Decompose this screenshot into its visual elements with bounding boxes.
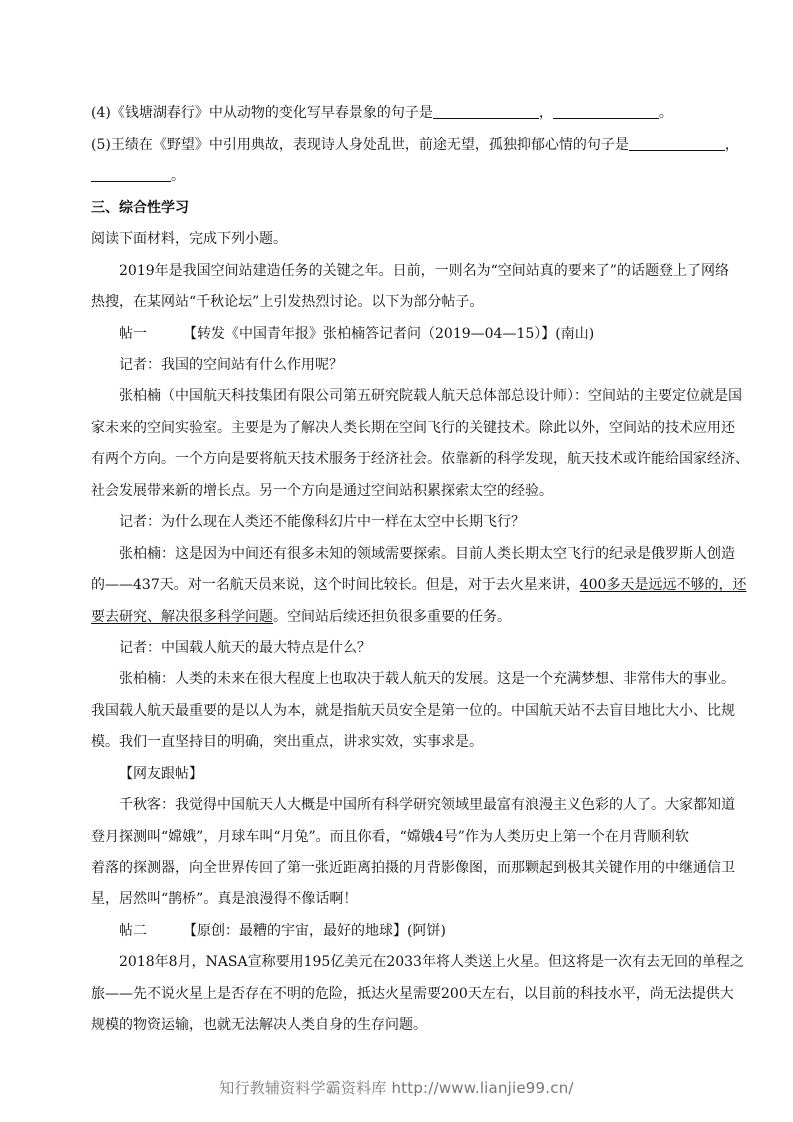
answer-2-line-2 (91, 575, 747, 595)
answer-1-line-4: 社会发展带来新的增长点。另一个方向是通过空间站积累探索太空的经验。 (91, 483, 553, 499)
answer-1-line-2: 家未来的空间实验室。主要是为了解决人类长期在空间飞行的关键技术。除此以外，空间站的技术应用还 (91, 420, 735, 436)
followup-line-2: 登月探测叫“嫦娥”，月球车叫“月兔”。而且你看，“嫦娥4号”作为人类历史上第一个在月背顺利软 (91, 829, 689, 845)
answer-3-line-3: 模。我们一直坚持目的明确，突出重点，讲求实效，实事求是。 (91, 734, 483, 750)
question-5 (91, 135, 739, 155)
answer-1-line-1: 张柏楠（中国航天科技集团有限公司第五研究院载人航天总体部总设计师）：空间站的主要定位就是国 (119, 388, 742, 404)
section-instruction: 阅读下面材料，完成下列小题。 (91, 231, 287, 247)
answer-blank (433, 104, 539, 119)
answer-2-text: 。空间站后续还担负很多重要的任务。 (273, 609, 511, 625)
post-2-title: 【原创：最糟的宇宙，最好的地球】(阿饼) (183, 923, 446, 939)
answer-2-line-3 (91, 607, 713, 627)
footer-watermark: 知行教辅资料学霸资料库 http://www.lianjie99.cn/ (219, 1079, 574, 1097)
post-1-title: 【转发《中国青年报》张柏楠答记者问（2019—04—15）】(南山) (183, 326, 595, 342)
underlined-sentence-cont: 要去研究、解决很多科学问题 (91, 609, 273, 625)
question-5-cont (91, 166, 713, 186)
post-2-header (119, 921, 713, 941)
period: 。 (658, 105, 673, 121)
question-4-text: (4)《钱塘湖春行》中从动物的变化写早春景象的句子是 (91, 105, 433, 121)
reporter-question-1: 记者：我国的空间站有什么作用呢？ (119, 357, 343, 373)
answer-blank (553, 104, 659, 119)
answer-1-line-3: 有两个方向。一个方向是要将航天技术服务于经济社会。依靠新的科学发现，航天技术或许能给国家经济、 (91, 451, 749, 467)
post-2-line-2: 旅——先不说火星上是否存在不明的危险，抵达火星需要200天左右，以目前的科技水平，尚无法提供大 (91, 986, 734, 1002)
answer-3-line-1: 张柏楠：人类的未来在很大程度上也取决于载人航天的发展。这是一个充满梦想、非常伟大的事业。 (119, 671, 735, 687)
answer-blank (629, 136, 725, 151)
answer-2-text: 的——437天。对一名航天员来说，这个时间比较长。但是，对于去火星来讲， (91, 577, 580, 593)
answer-2-line-1: 张柏楠：这是因为中间还有很多未知的领域需要探索。目前人类长期太空飞行的纪录是俄罗斯人创造 (119, 546, 735, 562)
section-heading: 三、综合性学习 (91, 200, 189, 216)
answer-blank (91, 167, 171, 182)
underlined-sentence: 400多天是远远不够的，还 (579, 577, 747, 593)
post-2-label: 帖二 (119, 923, 147, 939)
answer-3-line-2: 我国载人航天最重要的是以人为本，就是指航天员安全是第一位的。中国航天站不去盲目地比大小、比规 (91, 703, 735, 719)
followup-line-4: 星，居然叫“鹊桥”。真是浪漫得不像话啊！ (91, 891, 358, 907)
question-4 (91, 103, 713, 123)
question-5-text: (5)王绩在《野望》中引用典故，表现诗人身处乱世，前途无望，孤独抑郁心情的句子是 (91, 137, 629, 153)
post-2-line-3: 规模的物资运输，也就无法解决人类自身的生存问题。 (91, 1017, 427, 1033)
post-1-header (119, 324, 713, 344)
reporter-question-3: 记者：中国载人航天的最大特点是什么？ (119, 640, 371, 656)
post-2-line-1: 2018年8月，NASA宣称要用195亿美元在2033年将人类送上火星。但这将是一次有去无回的单程之 (119, 954, 744, 970)
post-1-label: 帖一 (119, 326, 147, 342)
followup-line-3: 着落的探测器，向全世界传回了第一张近距离拍摄的月背影像图，而那颗起到极其关键作用的中继通信卫 (91, 860, 735, 876)
intro-line-1: 2019年是我国空间站建造任务的关键之年。日前，一则名为“空间站真的要来了”的话题登上了网络 (119, 263, 729, 279)
reporter-question-2: 记者：为什么现在人类还不能像科幻片中一样在太空中长期飞行？ (119, 514, 525, 530)
period: 。 (171, 168, 185, 184)
separator: ， (538, 105, 553, 121)
followups-heading: 【网友跟帖】 (119, 766, 203, 782)
separator: ， (724, 137, 739, 153)
followup-line-1: 千秋客：我觉得中国航天人大概是中国所有科学研究领域里最富有浪漫主义色彩的人了。大家都知道 (119, 797, 735, 813)
intro-line-2: 热搜，在某网站“千秋论坛”上引发热烈讨论。以下为部分帖子。 (91, 294, 484, 310)
